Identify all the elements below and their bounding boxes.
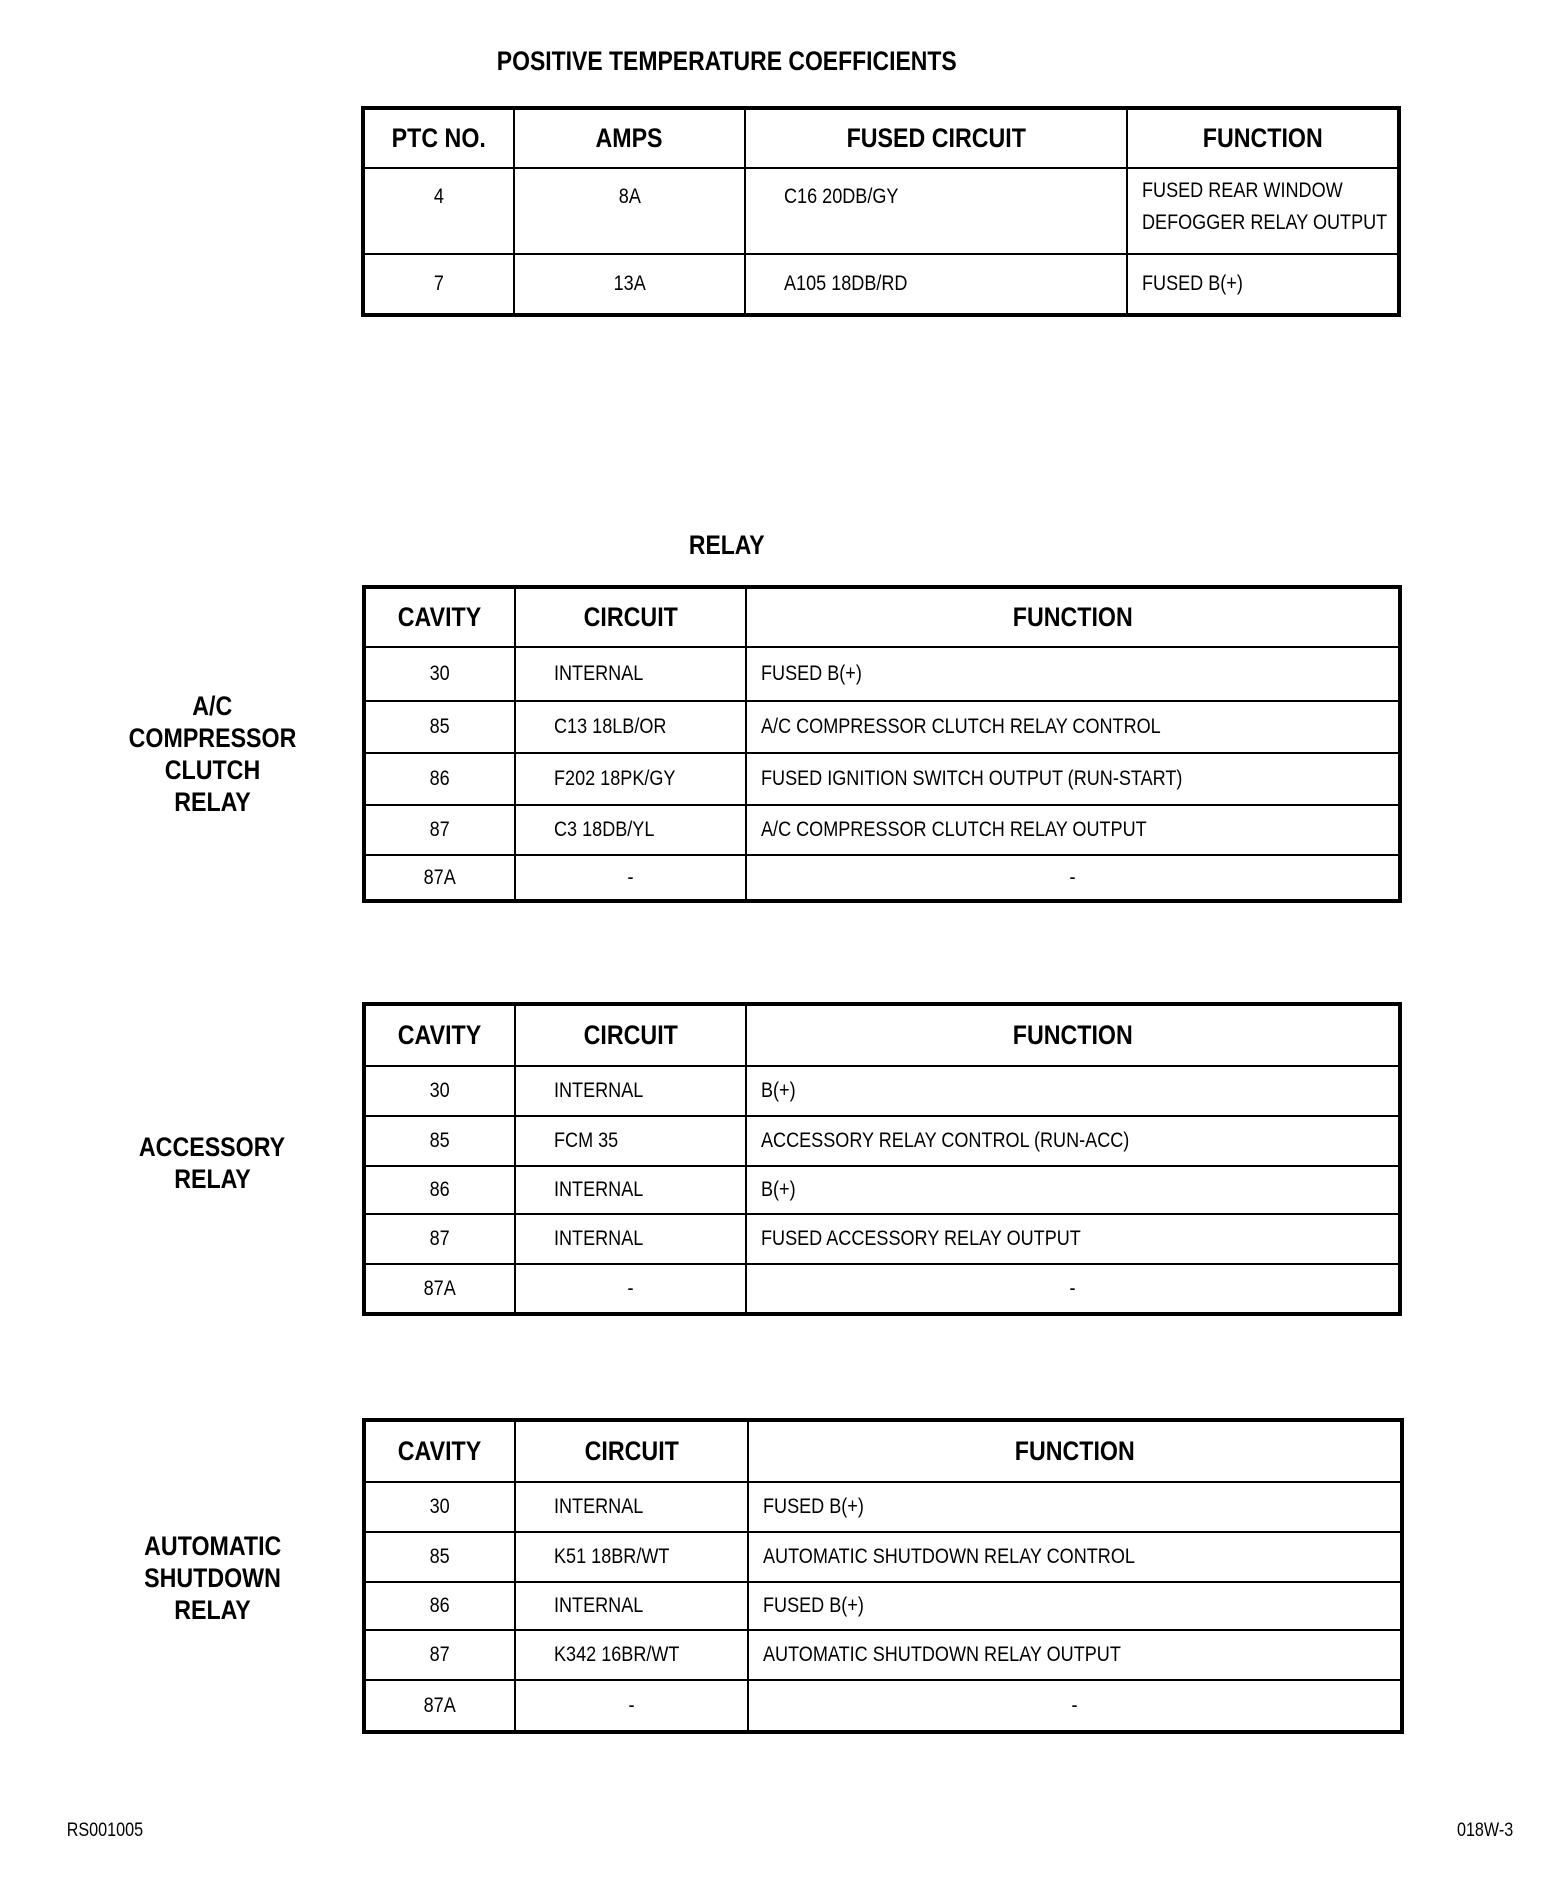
ptc-header-ptc-no: PTC NO. xyxy=(363,108,514,168)
function-cell: - xyxy=(748,1680,1402,1732)
function-cell: FUSED ACCESSORY RELAY OUTPUT xyxy=(746,1214,1400,1264)
cavity-cell: 86 xyxy=(364,753,515,805)
automatic-shutdown-relay-table xyxy=(362,1418,1404,1734)
circuit-cell: - xyxy=(515,855,746,901)
circuit-cell: INTERNAL xyxy=(515,1166,746,1214)
function-cell: FUSED B(+) xyxy=(748,1482,1402,1532)
circuit-cell: INTERNAL xyxy=(515,1214,746,1264)
table-row xyxy=(364,1264,1400,1314)
function-cell: B(+) xyxy=(746,1066,1400,1116)
header-cavity: CAVITY xyxy=(364,587,515,647)
ac-compressor-relay-table xyxy=(362,585,1402,903)
cavity-cell: 86 xyxy=(364,1166,515,1214)
function-cell: B(+) xyxy=(746,1166,1400,1214)
relay-label-accessory: ACCESSORY RELAY xyxy=(139,1132,286,1194)
header-function: FUNCTION xyxy=(748,1420,1402,1482)
table-row xyxy=(364,753,1400,805)
footer-left-code: RS001005 xyxy=(66,1820,144,1841)
relay-title: RELAY xyxy=(688,530,765,560)
ptc-header-amps: AMPS xyxy=(514,108,745,168)
cavity-cell: 86 xyxy=(364,1582,515,1630)
function-cell: A/C COMPRESSOR CLUTCH RELAY OUTPUT xyxy=(746,805,1400,855)
table-row xyxy=(364,1214,1400,1264)
table-row xyxy=(364,1066,1400,1116)
function-cell: FUSED B(+) xyxy=(746,647,1400,701)
fused-circuit-cell: A105 18DB/RD xyxy=(745,254,1127,315)
header-function: FUNCTION xyxy=(746,1004,1400,1066)
table-row xyxy=(363,168,1399,254)
circuit-cell: C3 18DB/YL xyxy=(515,805,746,855)
table-row xyxy=(364,1630,1402,1680)
relay-label-automatic-shutdown: AUTOMATIC SHUTDOWN RELAY xyxy=(143,1531,282,1625)
table-row xyxy=(364,855,1400,901)
header-circuit: CIRCUIT xyxy=(515,587,746,647)
function-cell: AUTOMATIC SHUTDOWN RELAY CONTROL xyxy=(748,1532,1402,1582)
function-cell: FUSED B(+) xyxy=(748,1582,1402,1630)
header-function: FUNCTION xyxy=(746,587,1400,647)
cavity-cell: 87A xyxy=(364,1264,515,1314)
function-cell: AUTOMATIC SHUTDOWN RELAY OUTPUT xyxy=(748,1630,1402,1680)
circuit-cell: K51 18BR/WT xyxy=(515,1532,748,1582)
amps-cell: 13A xyxy=(514,254,745,315)
function-cell: FUSED B(+) xyxy=(1127,254,1399,315)
circuit-cell: INTERNAL xyxy=(515,1482,748,1532)
ptc-no-cell: 7 xyxy=(363,254,514,315)
header-cavity: CAVITY xyxy=(364,1004,515,1066)
cavity-cell: 87 xyxy=(364,1630,515,1680)
ptc-table xyxy=(361,106,1401,317)
ptc-title: POSITIVE TEMPERATURE COEFFICIENTS xyxy=(496,46,957,76)
table-row xyxy=(364,701,1400,753)
accessory-relay-table xyxy=(362,1002,1402,1316)
ptc-header-fused-circuit: FUSED CIRCUIT xyxy=(745,108,1127,168)
table-row xyxy=(364,1482,1402,1532)
cavity-cell: 30 xyxy=(364,1066,515,1116)
ptc-header-function: FUNCTION xyxy=(1127,108,1399,168)
circuit-cell: K342 16BR/WT xyxy=(515,1630,748,1680)
cavity-cell: 87 xyxy=(364,805,515,855)
table-row xyxy=(364,1680,1402,1732)
cavity-cell: 30 xyxy=(364,1482,515,1532)
table-row xyxy=(364,647,1400,701)
circuit-cell: FCM 35 xyxy=(515,1116,746,1166)
table-row xyxy=(363,254,1399,315)
function-cell: ACCESSORY RELAY CONTROL (RUN-ACC) xyxy=(746,1116,1400,1166)
circuit-cell: F202 18PK/GY xyxy=(515,753,746,805)
footer-right-code: 018W-3 xyxy=(1456,1820,1514,1841)
function-cell: A/C COMPRESSOR CLUTCH RELAY CONTROL xyxy=(746,701,1400,753)
table-row xyxy=(364,1582,1402,1630)
circuit-cell: - xyxy=(515,1680,748,1732)
cavity-cell: 85 xyxy=(364,1116,515,1166)
cavity-cell: 87A xyxy=(364,1680,515,1732)
circuit-cell: - xyxy=(515,1264,746,1314)
circuit-cell: INTERNAL xyxy=(515,1066,746,1116)
function-cell: - xyxy=(746,855,1400,901)
function-cell: FUSED IGNITION SWITCH OUTPUT (RUN-START) xyxy=(746,753,1400,805)
circuit-cell: INTERNAL xyxy=(515,647,746,701)
header-circuit: CIRCUIT xyxy=(515,1004,746,1066)
table-row xyxy=(364,1166,1400,1214)
cavity-cell: 85 xyxy=(364,1532,515,1582)
function-cell: - xyxy=(746,1264,1400,1314)
ptc-no-cell: 4 xyxy=(363,168,514,254)
table-row xyxy=(364,1116,1400,1166)
circuit-cell: INTERNAL xyxy=(515,1582,748,1630)
relay-label-ac-compressor-clutch: A/C COMPRESSOR CLUTCH RELAY xyxy=(128,691,297,817)
cavity-cell: 85 xyxy=(364,701,515,753)
header-cavity: CAVITY xyxy=(364,1420,515,1482)
cavity-cell: 87A xyxy=(364,855,515,901)
table-row xyxy=(364,1532,1402,1582)
header-circuit: CIRCUIT xyxy=(515,1420,748,1482)
fused-circuit-cell: C16 20DB/GY xyxy=(745,168,1127,254)
circuit-cell: C13 18LB/OR xyxy=(515,701,746,753)
table-row xyxy=(364,805,1400,855)
cavity-cell: 87 xyxy=(364,1214,515,1264)
cavity-cell: 30 xyxy=(364,647,515,701)
function-cell: FUSED REAR WINDOW DEFOGGER RELAY OUTPUT xyxy=(1127,168,1399,254)
amps-cell: 8A xyxy=(514,168,745,254)
